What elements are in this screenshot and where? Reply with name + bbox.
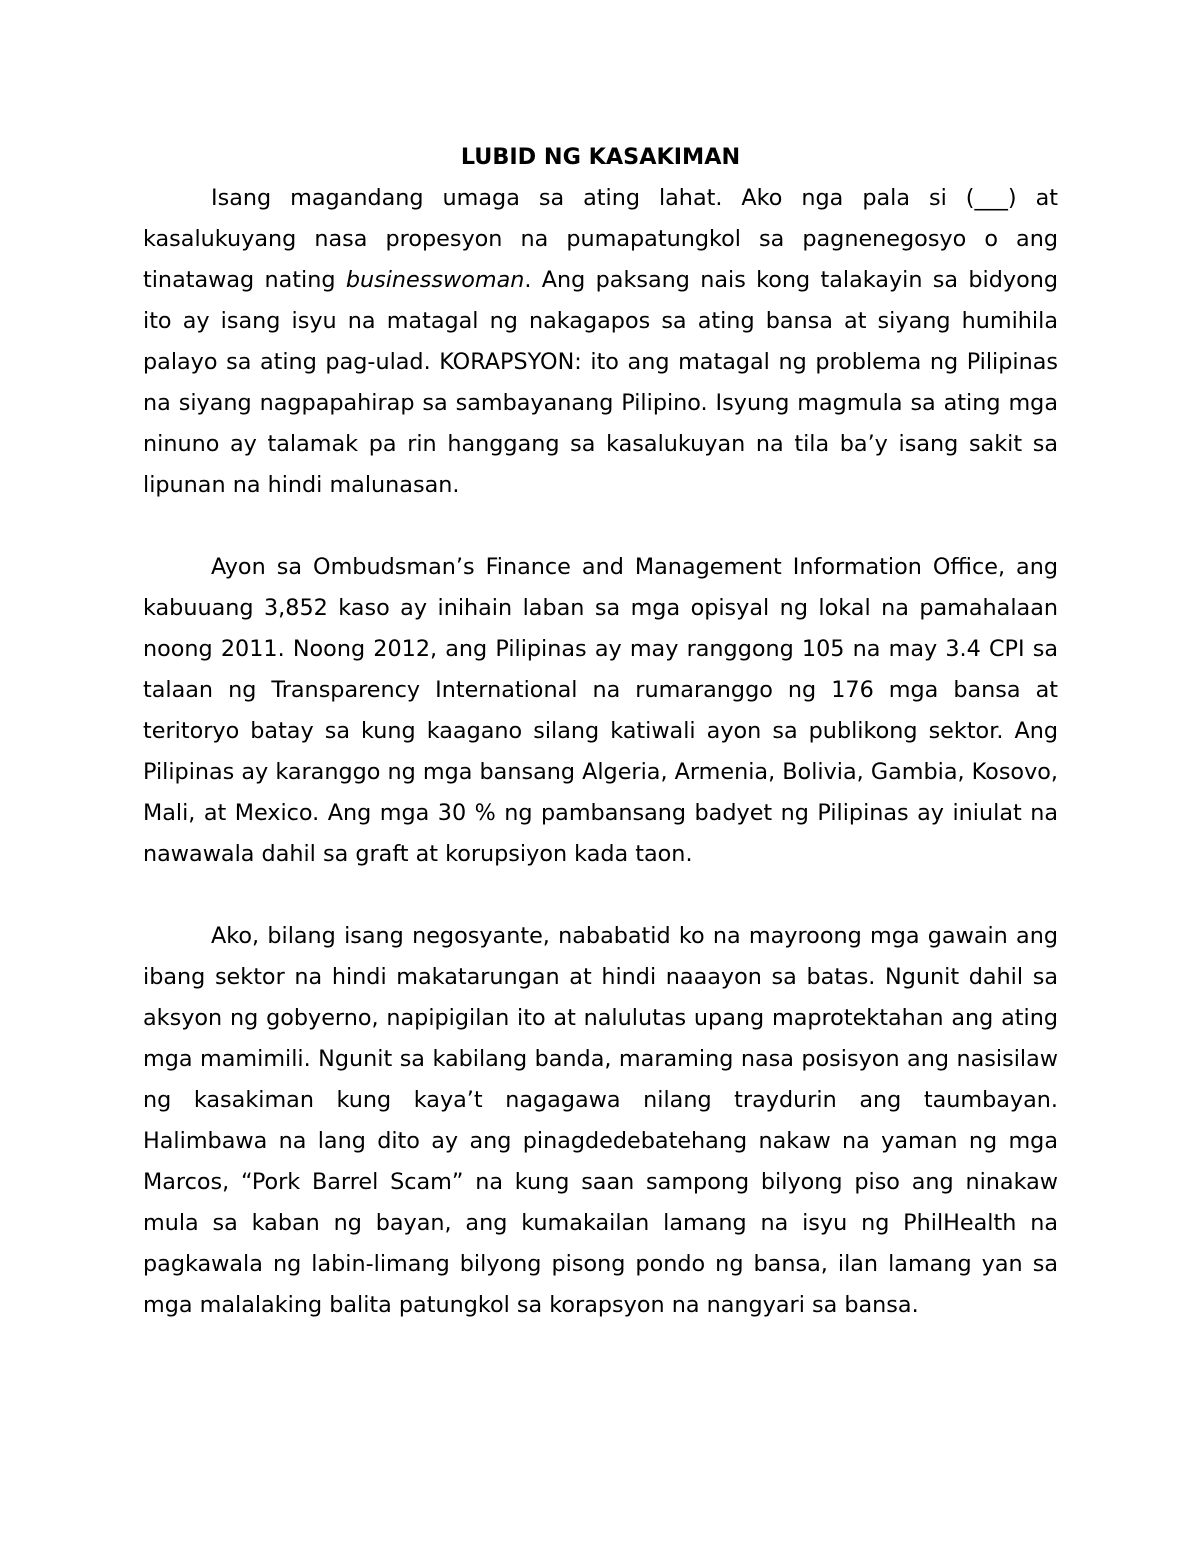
document-title: LUBID NG KASAKIMAN [460, 144, 741, 170]
paragraph-intro-text-start: Isang magandang umaga sa ating lahat. Ako nga pala si (___) at kasalukuyang nasa propesyon na pumapatungkol sa pagnenegosyo o ang tinatawag nating [143, 185, 1058, 293]
emphasized-term: businesswoman [345, 267, 525, 293]
document-body [143, 137, 1058, 1326]
paragraph-intro [143, 178, 1058, 506]
paragraph-intro-text-end: . Ang paksang nais kong talakayin sa bidyong ito ay isang isyu na matagal ng nakagapos sa ating bansa at siyang humihila palayo sa ating pag-ulad. KORAPSYON: ito ang matagal ng problema ng Pilipinas na siyang nagpapahirap sa sambayanang Pilipino. Isyung magmula sa ating mga ninuno ay talamak pa rin hanggang sa kasalukuyan na tila ba’y isang sakit sa lipunan na hindi malunasan. [143, 267, 1058, 498]
paragraph-examples: Ako, bilang isang negosyante, nababatid ko na mayroong mga gawain ang ibang sektor na hindi makatarungan at hindi naaayon sa batas. Ngunit dahil sa aksyon ng gobyerno, napipigilan ito at nalulutas upang maprotektahan ang ating mga mamimili. Ngunit sa kabilang banda, maraming nasa posisyon ang nasisilaw ng kasakiman kung kaya’t nagagawa nilang traydurin ang taumbayan. Halimbawa na lang dito ay ang pinagdedebatehang nakaw na yaman ng mga Marcos, “Pork Barrel Scam” na kung saan sampong bilyong piso ang ninakaw mula sa kaban ng bayan, ang kumakailan lamang na isyu ng PhilHealth na pagkawala ng labin-limang bilyong pisong pondo ng bansa, ilan lamang yan sa mga malalaking balita patungkol sa korapsyon na nangyari sa bansa. [143, 923, 1058, 1318]
paragraph-statistics: Ayon sa Ombudsman’s Finance and Management Information Office, ang kabuuang 3,852 kaso ay inihain laban sa mga opisyal ng lokal na pamahalaan noong 2011. Noong 2012, ang Pilipinas ay may ranggong 105 na may 3.4 CPI sa talaan ng Transparency International na rumaranggo ng 176 mga bansa at teritoryo batay sa kung kaagano silang katiwali ayon sa publikong sektor. Ang Pilipinas ay karanggo ng mga bansang Algeria, Armenia, Bolivia, Gambia, Kosovo, Mali, at Mexico. Ang mga 30 % ng pambansang badyet ng Pilipinas ay iniulat na nawawala dahil sa graft at korupsiyon kada taon. [143, 554, 1058, 867]
